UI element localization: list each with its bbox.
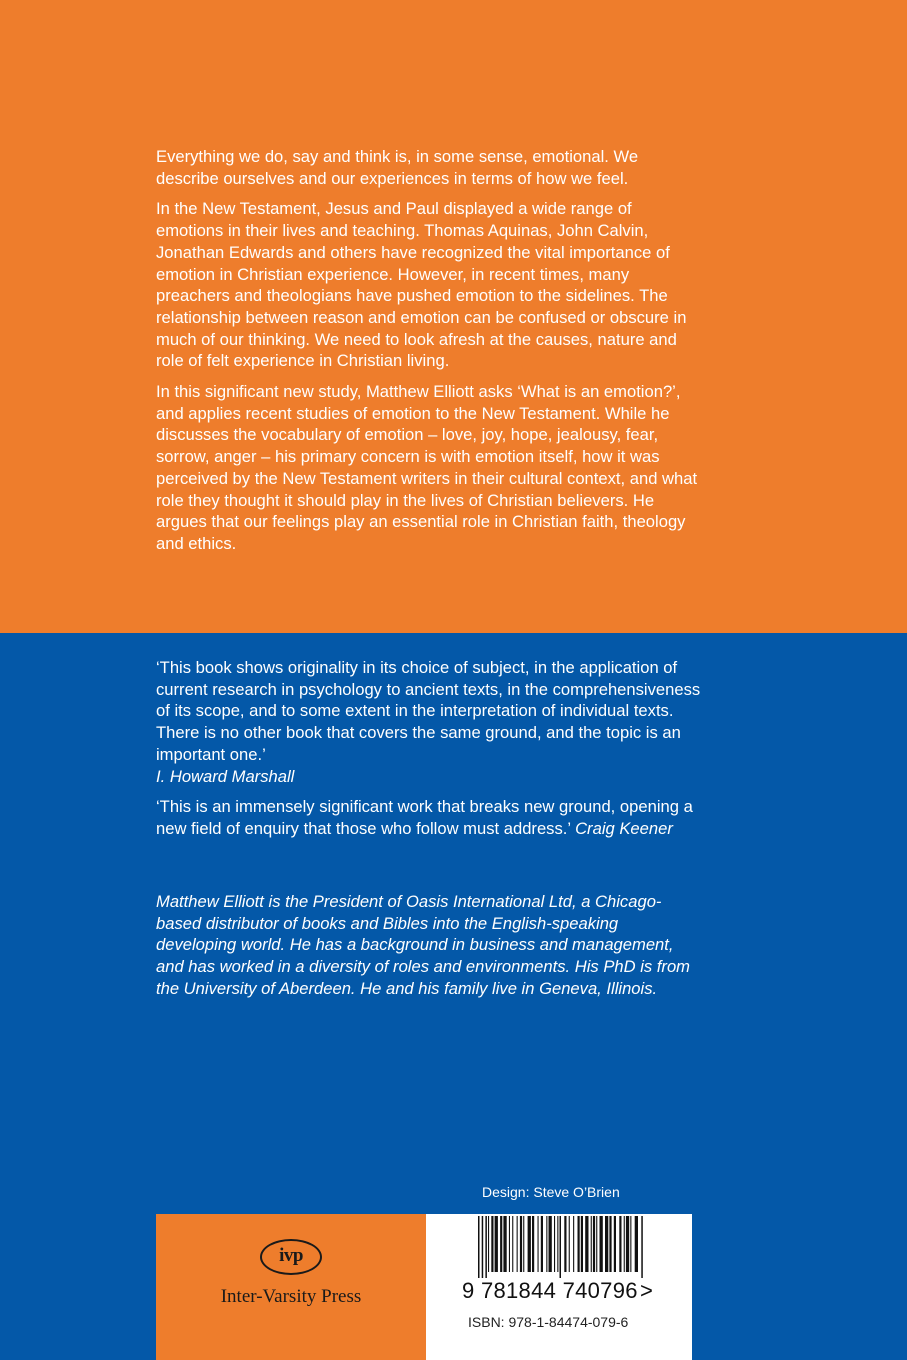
barcode-bar [564,1216,566,1272]
barcode-panel [426,1214,692,1360]
barcode-bar [549,1216,552,1272]
endorsement-1-text: ‘This book shows originality in its choice of subject, in the application of current research in psychology to ancient texts, in the comprehensiveness of its scope, and to some extent in the interpretation of individual texts. There is no other book that covers the same ground, and the topic is an important one.’ [156,658,701,764]
barcode-bar [520,1216,522,1272]
barcode-bar [500,1216,502,1272]
barcode-bar [569,1216,570,1272]
barcode-bar [478,1216,480,1278]
barcode-bar [560,1216,562,1278]
barcode-digits: 9 781844 740796 [462,1278,638,1303]
barcode-bar [523,1216,524,1272]
barcode-bar [532,1216,534,1272]
publisher-panel [156,1214,426,1360]
barcode-bar [485,1216,487,1278]
endorsement-1-author: I. Howard Marshall [156,766,295,786]
barcode-bar [635,1216,638,1272]
design-credit: Design: Steve O’Brien [482,1184,620,1200]
barcode-bar [626,1216,629,1272]
barcode-icon [426,1214,692,1280]
author-bio: Matthew Elliott is the President of Oasis International Ltd, a Chicago-based distributor of books and Bibles into the English-speaking developing world. He has a background in business and management, and has worked in a diversity of roles and environments. His PhD is from the University of Aberdeen. He and his family live in Geneva, Illinois. [156,892,690,998]
barcode-bar [491,1216,493,1272]
barcode-bar [509,1216,510,1272]
barcode-bar [596,1216,597,1272]
barcode-bar [503,1216,506,1272]
barcode-bar [495,1216,498,1272]
barcode-bar [488,1216,489,1272]
barcode-bar [554,1216,555,1272]
endorsement-2-text: ‘This is an immensely significant work that breaks new ground, opening a new field of enquiry that those who follow must address.’ [156,797,693,838]
barcode-bar [528,1216,531,1272]
barcode-bar [482,1216,484,1278]
barcode-bar [557,1216,558,1272]
barcode-bar [578,1216,580,1272]
barcode-bar [605,1216,608,1272]
blurb-paragraph-1: Everything we do, say and think is, in some sense, emotional. We describe ourselves and our experiences in terms of how we feel. [156,147,639,188]
back-cover-blurb [156,146,701,564]
barcode-bar [630,1216,631,1272]
barcode-bar [600,1216,603,1272]
barcode-bar [585,1216,588,1272]
barcode-bar [619,1216,621,1272]
blurb-paragraph-2: In the New Testament, Jesus and Paul displayed a wide range of emotions in their lives and teaching. Thomas Aquinas, John Calvin, Jonathan Edwards and others have recognized the vital importance of emotion in Christian experience. However, in recent times, many preachers and theologians have pushed emotion to the sidelines. The relationship between reason and emotion can be confused or obscure in much of our thinking. We need to look afresh at the causes, nature and role of felt experience in Christian living. [156,199,687,371]
publisher-name: Inter-Varsity Press [220,1286,362,1307]
isbn-label: ISBN: 978-1-84474-079-6 [468,1314,629,1330]
barcode-bar [609,1216,611,1272]
barcode-bar [541,1216,543,1272]
barcode-bar [538,1216,539,1272]
barcode-bar [614,1216,616,1272]
blurb-paragraph-3: In this significant new study, Matthew Elliott asks ‘What is an emotion?’, and applies recent studies of emotion to the New Testament. While he discusses the vocabulary of emotion – love, joy, hope, jealousy, fear, sorrow, anger – his primary concern is with emotion itself, how it was perceived by the New Testament writers in their cultural context, and what role they thought it should play in the lives of Christian believers. He argues that our feelings play an essential role in Christian faith, theology and ethics. [156,382,698,553]
ivp-logo [260,1239,322,1275]
endorsement-2 [156,796,701,839]
barcode-bar [593,1216,595,1272]
ivp-logo-text: ivp [279,1244,303,1266]
barcode-bar [573,1216,574,1272]
barcode-bar [624,1216,625,1272]
barcode-bar [546,1216,547,1272]
barcode-arrow: > [640,1278,653,1303]
barcode-bar [591,1216,592,1272]
barcode-bar [512,1216,513,1272]
barcode-bar [581,1216,583,1272]
barcode-bar [517,1216,518,1272]
endorsement-1 [156,657,701,787]
endorsements [156,657,701,849]
endorsement-2-author: Craig Keener [575,818,673,838]
barcode-bar [641,1216,643,1278]
